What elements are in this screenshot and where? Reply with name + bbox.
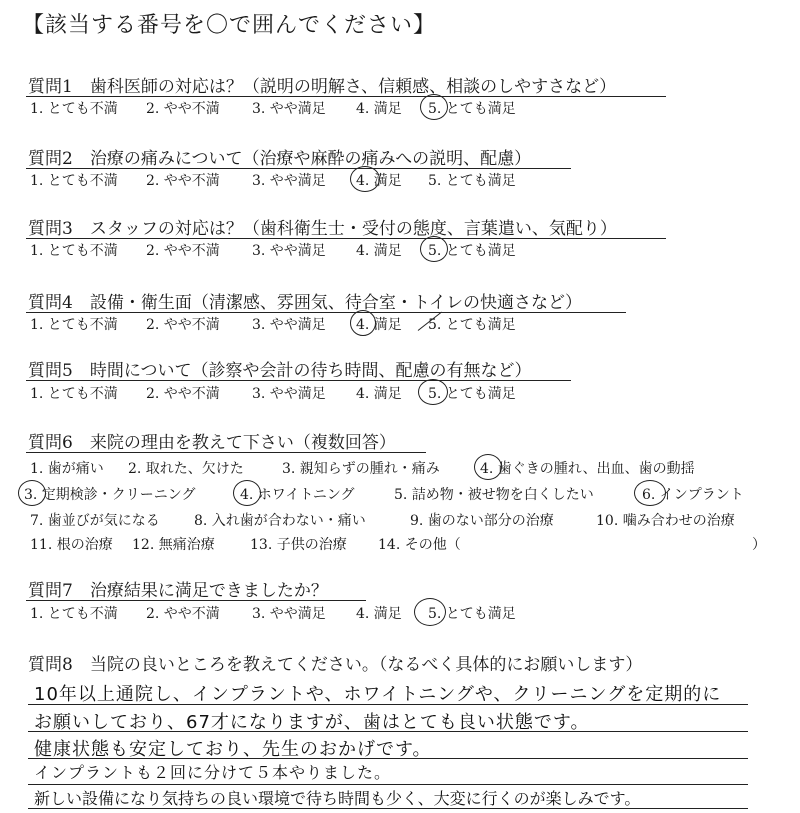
question-2-heading: 質問2 治療の痛みについて（治療や麻酔の痛みへの説明、配慮）	[28, 149, 532, 169]
handwritten-line-4: インプラントも２回に分けて５本やりました。	[34, 763, 392, 782]
q6-reason-2[interactable]: 2. 取れた、欠けた	[128, 461, 244, 477]
q6-reason-7[interactable]: 7. 歯並びが気になる	[30, 513, 160, 529]
question-4-underline	[26, 312, 626, 313]
q6-reason-3b-circle	[18, 480, 46, 506]
q6-reason-1[interactable]: 1. 歯が痛い	[30, 461, 104, 477]
q4-option-3[interactable]: 3. やや満足	[252, 317, 326, 333]
q1-option-4[interactable]: 4. 満足	[356, 101, 402, 117]
q7-selection-circle	[414, 598, 446, 626]
q5-option-5[interactable]: 5. とても満足	[428, 386, 516, 402]
q2-option-4[interactable]: 4. 満足	[356, 173, 402, 189]
q3-option-2[interactable]: 2. やや不満	[146, 243, 220, 259]
q4-selection-circle	[350, 310, 376, 336]
q6-reason-5[interactable]: 5. 詰め物・被せ物を白くしたい	[394, 487, 594, 503]
q7-option-3[interactable]: 3. やや満足	[252, 606, 326, 622]
q4-option-1[interactable]: 1. とても不満	[30, 317, 118, 333]
q7-option-2[interactable]: 2. やや不満	[146, 606, 220, 622]
question-6-underline	[26, 452, 426, 453]
q6-reason-4-circle	[474, 454, 502, 480]
q1-option-3[interactable]: 3. やや満足	[252, 101, 326, 117]
q6-reason-12[interactable]: 12. 無痛治療	[132, 537, 215, 553]
q6-reason-13[interactable]: 13. 子供の治療	[250, 537, 347, 553]
q2-option-5[interactable]: 5. とても満足	[428, 173, 516, 189]
q6-reason-11[interactable]: 11. 根の治療	[30, 537, 113, 553]
handwritten-line-3: 健康状態も安定しており、先生のおかげです。	[34, 739, 432, 760]
q5-option-1[interactable]: 1. とても不満	[30, 386, 118, 402]
writing-line-3	[28, 758, 748, 759]
question-1-heading: 質問1 歯科医師の対応は？（説明の明解さ、信頼感、相談のしやすさなど）	[28, 77, 617, 97]
q7-option-4[interactable]: 4. 満足	[356, 606, 402, 622]
question-8-heading: 質問8 当院の良いところを教えてください。（なるべく具体的にお願いします）	[28, 655, 643, 675]
handwritten-line-2: お願いしており、67才になりますが、歯はとても良い状態です。	[34, 712, 590, 733]
q2-option-2[interactable]: 2. やや不満	[146, 173, 220, 189]
writing-line-2	[28, 731, 748, 732]
q6-reason-9[interactable]: 9. 歯のない部分の治療	[410, 513, 554, 529]
q6-reason-14[interactable]: 14. その他（	[378, 537, 461, 553]
q4-option-2[interactable]: 2. やや不満	[146, 317, 220, 333]
question-6-heading: 質問6 来院の理由を教えて下さい（複数回答）	[28, 433, 396, 453]
question-1-underline	[26, 96, 666, 97]
question-3-heading: 質問3 スタッフの対応は？（歯科衛生士・受付の態度、言葉遣い、気配り）	[28, 219, 617, 239]
q6-reason-4[interactable]: 4. 歯ぐきの腫れ、出血、歯の動揺	[480, 461, 695, 477]
q2-selection-circle	[350, 166, 380, 192]
q6-reason-6-circle	[634, 480, 666, 506]
handwritten-line-1: 10年以上通院し、インプラントや、ホワイトニングや、クリーニングを定期的に	[34, 684, 722, 705]
q6-other-close-paren: ）	[752, 537, 766, 553]
q1-option-1[interactable]: 1. とても不満	[30, 101, 118, 117]
q5-option-3[interactable]: 3. やや満足	[252, 386, 326, 402]
question-3-underline	[26, 238, 666, 239]
question-4-heading: 質問4 設備・衛生面（清潔感、雰囲気、待合室・トイレの快適さなど）	[28, 293, 582, 313]
q6-reason-3[interactable]: 3. 親知らずの腫れ・痛み	[282, 461, 440, 477]
question-5-underline	[26, 380, 571, 381]
writing-line-4	[28, 784, 748, 785]
q3-selection-circle	[420, 236, 448, 262]
q1-selection-circle	[420, 94, 448, 120]
q1-option-5[interactable]: 5. とても満足	[428, 101, 516, 117]
q5-option-2[interactable]: 2. やや不満	[146, 386, 220, 402]
writing-line-1	[28, 704, 748, 705]
q6-reason-4b-circle	[233, 480, 261, 506]
q3-option-3[interactable]: 3. やや満足	[252, 243, 326, 259]
q7-option-1[interactable]: 1. とても不満	[30, 606, 118, 622]
q2-option-1[interactable]: 1. とても不満	[30, 173, 118, 189]
question-2-underline	[26, 168, 571, 169]
q6-reason-4b[interactable]: 4. ホワイトニング	[240, 487, 355, 503]
q4-option-4[interactable]: 4. 満足	[356, 317, 402, 333]
q1-option-2[interactable]: 2. やや不満	[146, 101, 220, 117]
q5-selection-circle	[418, 379, 448, 405]
question-7-underline	[26, 600, 366, 601]
question-7-heading: 質問7 治療結果に満足できましたか？	[28, 581, 328, 601]
q5-option-4[interactable]: 4. 満足	[356, 386, 402, 402]
q6-reason-10[interactable]: 10. 噛み合わせの治療	[596, 513, 735, 529]
q3-option-4[interactable]: 4. 満足	[356, 243, 402, 259]
writing-line-5	[28, 808, 748, 809]
question-5-heading: 質問5 時間について（診察や会計の待ち時間、配慮の有無など）	[28, 361, 532, 381]
page-title: 【該当する番号を〇で囲んでください】	[22, 13, 437, 38]
handwritten-line-5: 新しい設備になり気持ちの良い環境で待ち時間も少く、大変に行くのが楽しみです。	[34, 789, 641, 808]
q3-option-5[interactable]: 5. とても満足	[428, 243, 516, 259]
q2-option-3[interactable]: 3. やや満足	[252, 173, 326, 189]
q6-reason-8[interactable]: 8. 入れ歯が合わない・痛い	[194, 513, 366, 529]
q7-option-5[interactable]: 5. とても満足	[428, 606, 516, 622]
q3-option-1[interactable]: 1. とても不満	[30, 243, 118, 259]
q6-reason-6[interactable]: 6. インプラント	[642, 487, 744, 503]
q6-reason-3b[interactable]: 3. 定期検診・クリーニング	[24, 487, 196, 503]
q4-option-5[interactable]: 5. とても満足	[428, 317, 516, 333]
